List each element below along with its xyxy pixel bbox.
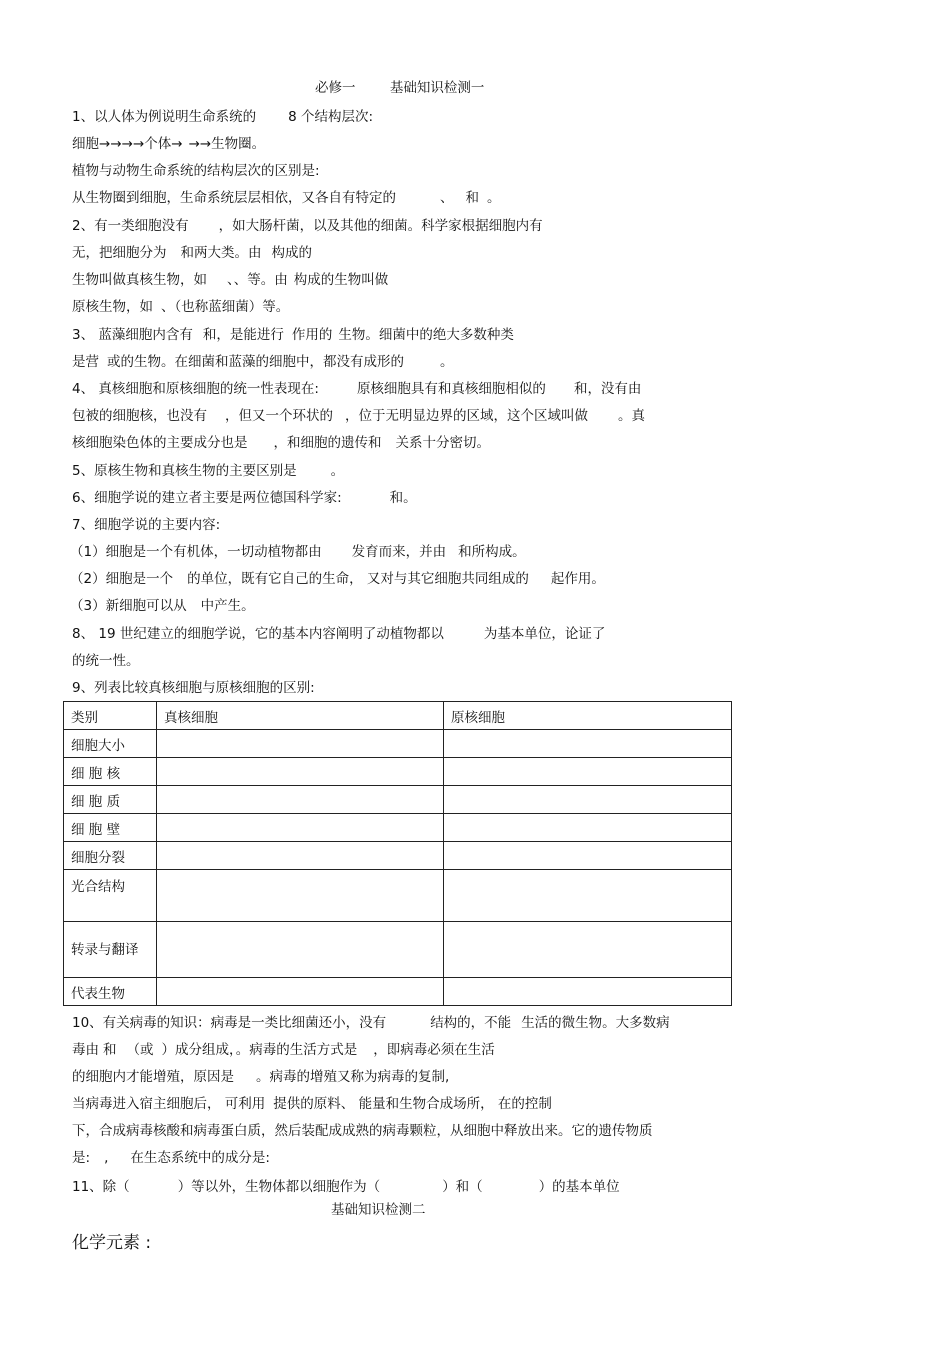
table-row — [64, 814, 732, 842]
row-label: 细 胞 核 — [64, 758, 157, 786]
question-10-line3: 的细胞内才能增殖，原因是 。病毒的增殖又称为病毒的复制, — [72, 1069, 450, 1085]
chemical-elements-heading: 化学元素 : — [72, 1233, 152, 1253]
question-5: 5、原核生物和真核生物的主要区别是 。 — [72, 463, 345, 479]
table-cell[interactable] — [444, 730, 732, 758]
question-1-line4: 从生物圈到细胞，生命系统层层相依，又各自有特定的 、 和 。 — [72, 190, 501, 206]
row-label: 细胞分裂 — [64, 842, 157, 870]
row-label: 细 胞 质 — [64, 786, 157, 814]
table-header-row — [64, 702, 732, 730]
question-9-title: 9、列表比较真核细胞与原核细胞的区别: — [72, 680, 315, 696]
table-cell[interactable] — [444, 842, 732, 870]
table-cell[interactable] — [157, 814, 444, 842]
row-label: 转录与翻译 — [64, 922, 157, 978]
question-6: 6、细胞学说的建立者主要是两位德国科学家: 和。 — [72, 490, 417, 506]
question-11: 11、除（ ）等以外，生物体都以细胞作为（ ）和（ ）的基本单位 — [72, 1179, 620, 1195]
question-4-line2: 包被的细胞核，也没有 ，但又一个环状的 ，位于无明显边界的区域，这个区域叫做 。真 — [72, 408, 645, 424]
question-8-line2: 的统一性。 — [72, 653, 140, 669]
question-2-line3: 生物叫做真核生物，如 、、等。由 构成的生物叫做 — [72, 272, 389, 288]
section-2-title: 基础知识检测二 — [331, 1202, 426, 1218]
question-7-point-2: （2）细胞是一个 的单位，既有它自己的生命， 又对与其它细胞共同组成的 起作用。 — [70, 571, 605, 587]
table-cell[interactable] — [157, 922, 444, 978]
question-7-point-3: （3）新细胞可以从 中产生。 — [70, 598, 255, 614]
question-10-line2: 毒由 和 （或 ）成分组成，。病毒的生活方式是 ，即病毒必须在生活 — [72, 1042, 495, 1058]
question-10-line1: 10、有关病毒的知识：病毒是一类比细菌还小，没有 结构的，不能 生活的微生物。大多数病 — [72, 1015, 670, 1031]
question-10-line4: 当病毒进入宿主细胞后， 可利用 提供的原料、 能量和生物合成场所， 在的控制 — [72, 1096, 552, 1112]
question-3-line1: 3、 蓝藻细胞内含有 和，是能进行 作用的 生物。细菌中的绝大多数种类 — [72, 327, 514, 343]
question-2-line4: 原核生物，如 、（也称蓝细菌）等。 — [72, 299, 290, 315]
table-cell[interactable] — [157, 978, 444, 1006]
page-title: 必修一 基础知识检测一 — [315, 80, 485, 96]
header-category: 类别 — [64, 702, 157, 730]
row-label: 细胞大小 — [64, 730, 157, 758]
row-label: 代表生物 — [64, 978, 157, 1006]
table-row — [64, 922, 732, 978]
table-row — [64, 978, 732, 1006]
table-cell[interactable] — [444, 922, 732, 978]
table-cell[interactable] — [444, 978, 732, 1006]
comparison-table — [63, 701, 732, 1006]
row-label: 光合结构 — [64, 870, 157, 922]
table-cell[interactable] — [157, 842, 444, 870]
table-cell[interactable] — [157, 758, 444, 786]
header-prokaryote: 原核细胞 — [444, 702, 732, 730]
question-8-line1: 8、 19 世纪建立的细胞学说，它的基本内容阐明了动植物都以 为基本单位，论证了 — [72, 626, 606, 642]
question-1-line3: 植物与动物生命系统的结构层次的区别是: — [72, 163, 320, 179]
question-10-line5: 下，合成病毒核酸和病毒蛋白质，然后装配成成熟的病毒颗粒，从细胞中释放出来。它的遗传物质 — [72, 1123, 653, 1139]
header-eukaryote: 真核细胞 — [157, 702, 444, 730]
table-row — [64, 870, 732, 922]
row-label: 细 胞 壁 — [64, 814, 157, 842]
table-row — [64, 758, 732, 786]
table-row — [64, 730, 732, 758]
table-cell[interactable] — [157, 730, 444, 758]
question-1-intro: 1、以人体为例说明生命系统的 8 个结构层次: — [72, 109, 374, 125]
question-7-title: 7、细胞学说的主要内容: — [72, 517, 221, 533]
table-cell[interactable] — [444, 786, 732, 814]
question-1-chain: 细胞→→→→个体→ →→生物圈。 — [72, 136, 266, 152]
table-cell[interactable] — [444, 814, 732, 842]
question-4-line3: 核细胞染色体的主要成分也是 ，和细胞的遗传和 关系十分密切。 — [72, 435, 490, 451]
question-2-line2: 无，把细胞分为 和两大类。由 构成的 — [72, 245, 312, 261]
question-7-point-1: （1）细胞是一个有机体，一切动植物都由 发育而来，并由 和所构成。 — [70, 544, 526, 560]
table-cell[interactable] — [444, 870, 732, 922]
table-cell[interactable] — [157, 870, 444, 922]
table-cell[interactable] — [157, 786, 444, 814]
table-row — [64, 786, 732, 814]
question-3-line2: 是营 或的生物。在细菌和蓝藻的细胞中，都没有成形的 。 — [72, 354, 454, 370]
table-row — [64, 842, 732, 870]
question-4-line1: 4、 真核细胞和原核细胞的统一性表现在: 原核细胞具有和真核细胞相似的 和，没有由 — [72, 381, 642, 397]
question-2-line1: 2、有一类细胞没有 ，如大肠杆菌，以及其他的细菌。科学家根据细胞内有 — [72, 218, 543, 234]
table-cell[interactable] — [444, 758, 732, 786]
question-10-line6: 是: , 在生态系统中的成分是: — [72, 1150, 270, 1166]
